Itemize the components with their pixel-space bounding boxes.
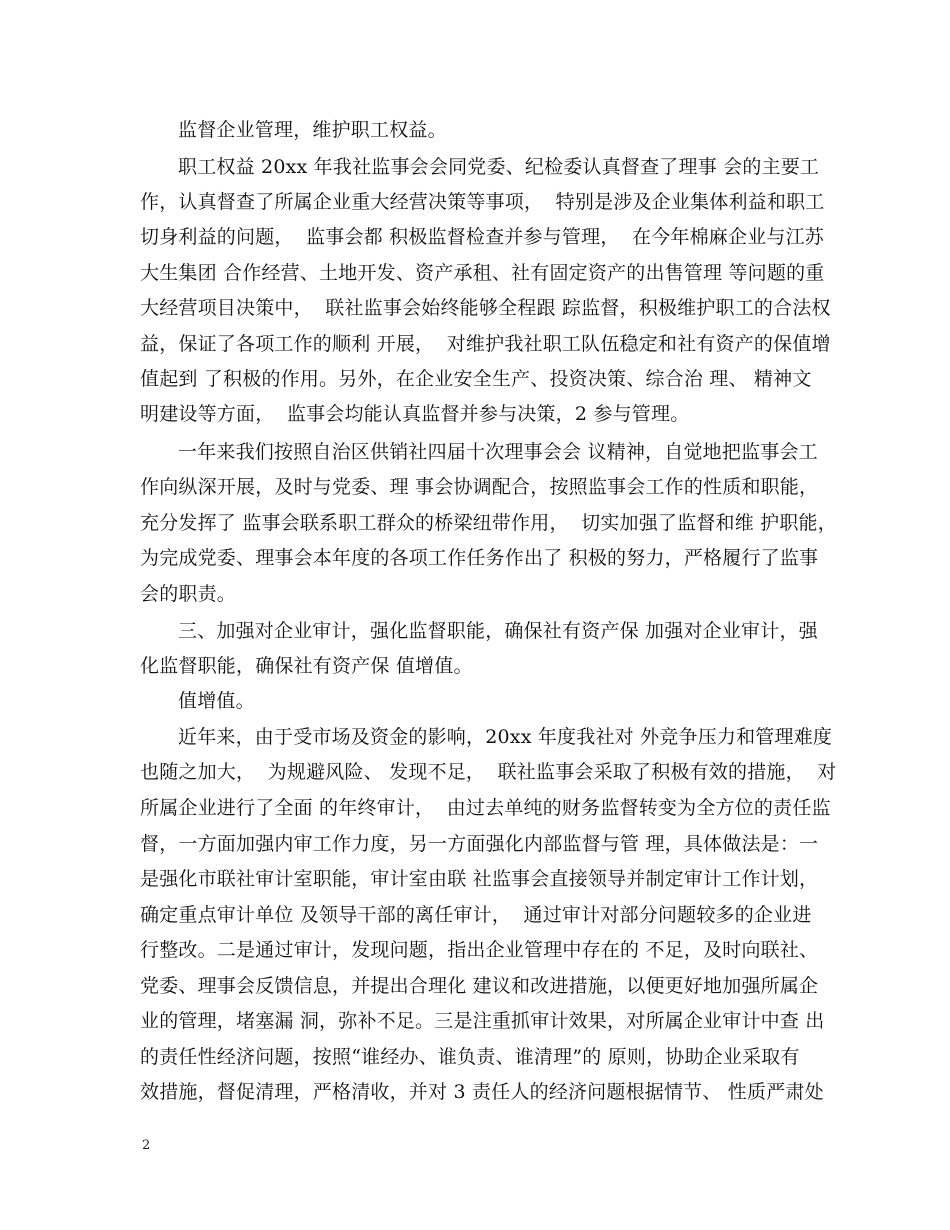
paragraph-line: 益，保证了各项工作的顺利 开展， 对维护我社职工队伍稳定和社有资产的保值增 <box>140 333 831 355</box>
paragraph-line: 切身利益的问题， 监事会都 积极监督检查并参与管理， 在今年棉麻企业与江苏 <box>140 226 824 248</box>
paragraph-line: 监督企业管理，维护职工权益。 <box>178 119 447 141</box>
paragraph-line: 的责任性经济问题，按照“谁经办、谁负责、谁清理”的 原则，协助企业采取有 <box>140 1046 800 1068</box>
paragraph-line: 所属企业进行了全面 的年终审计， 由过去单纯的财务监督转变为全方位的责任监 <box>140 797 831 819</box>
paragraph-line: 充分发挥了 监事会联系职工群众的桥梁纽带作用， 切实加强了监督和维 护职能， <box>140 512 837 534</box>
paragraph-line: 会的职责。 <box>140 583 237 605</box>
section-heading-line: 值增值。 <box>178 690 255 712</box>
paragraph-line: 明建设等方面， 监事会均能认真监督并参与决策，2 参与管理。 <box>140 403 690 425</box>
paragraph-line: 督，一方面加强内审工作力度，另一方面强化内部监督与管 理，具体做法是：一 <box>140 833 819 855</box>
page-number: 2 <box>142 1138 151 1153</box>
paragraph-line: 业的管理，堵塞漏 洞，弥补不足。三是注重抓审计效果，对所属企业审计中查 出 <box>140 1010 825 1032</box>
paragraph-line: 近年来，由于受市场及资金的影响，20xx 年度我社对 外竞争压力和管理难度 <box>178 726 833 748</box>
section-heading-line: 三、加强对企业审计，强化监督职能，确保社有资产保 加强对企业审计，强 <box>178 620 818 642</box>
paragraph-line: 职工权益 20xx 年我社监事会会同党委、纪检委认真督查了理事 会的主要工 <box>178 156 820 178</box>
paragraph-line: 作向纵深开展，及时与党委、理 事会协调配合，按照监事会工作的性质和职能， <box>140 476 819 498</box>
paragraph-line: 效措施，督促清理，严格清收，并对 3 责任人的经济问题根据情节、 性质严肃处 <box>140 1081 824 1103</box>
paragraph-line: 是强化市联社审计室职能，审计室由联 社监事会直接领导并制定审计工作计划， <box>140 868 819 890</box>
paragraph-line: 大经营项目决策中， 联社监事会始终能够全程跟 踪监督，积极维护职工的合法权 <box>140 297 831 319</box>
paragraph-line: 也随之加大， 为规避风险、 发现不足， 联社监事会采取了积极有效的措施， 对 <box>140 761 837 783</box>
paragraph-line: 行整改。二是通过审计，发现问题，指出企业管理中存在的 不足，及时向联社、 <box>140 939 819 961</box>
paragraph-line: 值起到 了积极的作用。另外，在企业安全生产、投资决策、综合治 理、 精神文 <box>140 368 812 390</box>
paragraph-line: 为完成党委、理事会本年度的各项工作任务作出了 积极的努力，严格履行了监事 <box>140 547 819 569</box>
paragraph-line: 党委、理事会反馈信息，并提出合理化 建议和改进措施，以便更好地加强所属企 <box>140 975 819 997</box>
paragraph-line: 大生集团 合作经营、土地开发、资产承租、社有固定资产的出售管理 等问题的重 <box>140 262 825 284</box>
section-heading-line: 化监督职能，确保社有资产保 值增值。 <box>140 655 473 677</box>
paragraph-line: 作，认真督查了所属企业重大经营决策等事项， 特别是涉及企业集体利益和职工 <box>140 191 825 213</box>
paragraph-line: 确定重点审计单位 及领导干部的离任审计， 通过审计对部分问题较多的企业进 <box>140 904 812 926</box>
paragraph-line: 一年来我们按照自治区供销社四届十次理事会会 议精神，自觉地把监事会工 <box>178 441 818 463</box>
